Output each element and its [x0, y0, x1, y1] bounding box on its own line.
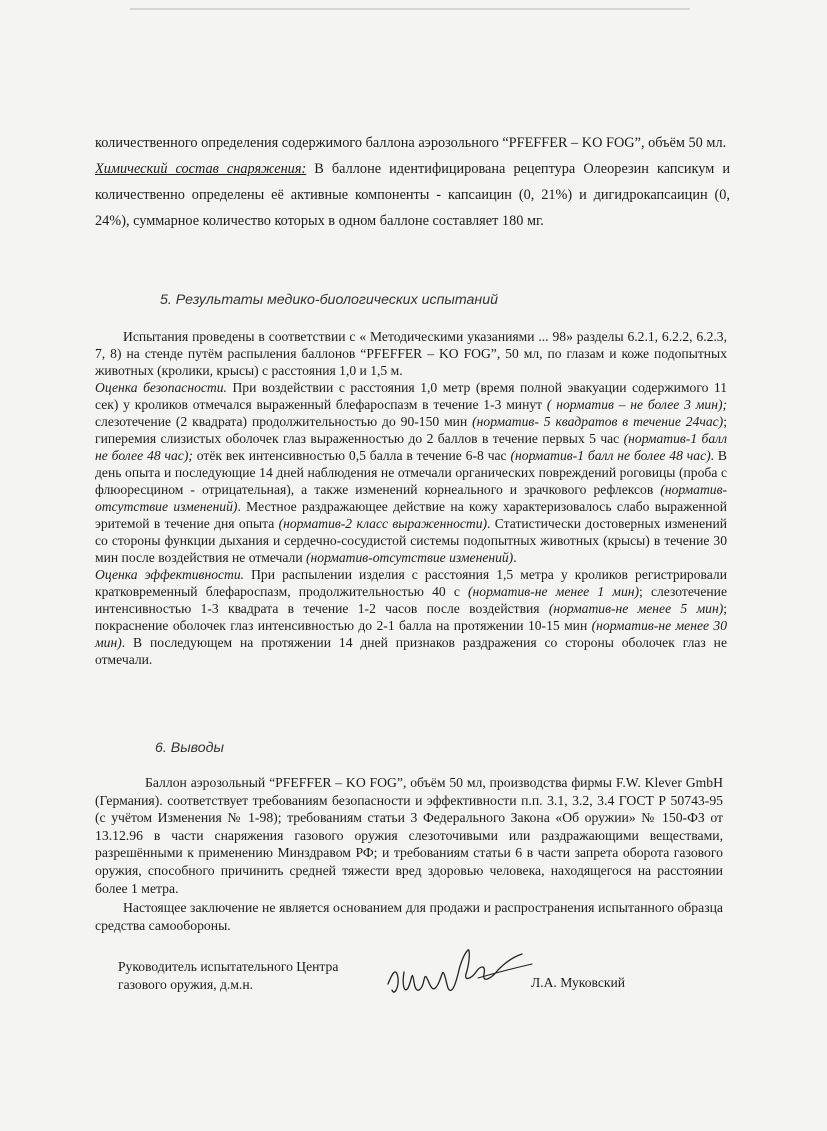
section-5-heading: 5. Результаты медико-биологических испытаний: [160, 292, 498, 308]
text-run: отёк век интенсивностью 0,5 балла в течение 6-8 час: [192, 448, 511, 463]
italic-text-run: (норматив-отсутствие изменений): [306, 550, 514, 565]
text-run: . В последующем на протяжении 14 дней признаков раздражения со стороны оболочек глаз не отмечали.: [95, 635, 727, 667]
text-run: слезотечение (2 квадрата) продолжительностью до 90-150 мин: [95, 414, 473, 429]
handwritten-signature: [382, 944, 552, 1014]
text-run: При воздействии с расстояния 1,0 метр (время полной эвакуации содержимого 11 сек) у кроликов отмечался выраженный блефароспазм в течение 1-3 минут: [95, 380, 727, 412]
intro-block: [95, 130, 730, 234]
text-run: . Статистически достоверных изменений со стороны функции дыхания и сердечно-сосудистой системы подопытных животных (крысы) в течение 30 мин после воздействия не отмечали: [95, 516, 727, 565]
italic-text-run: (норматив-не менее 1 мин): [468, 584, 640, 599]
italic-text-run: (норматив-1 балл не более 48 час);: [95, 431, 728, 463]
text-run: ; покраснение оболочек глаз интенсивностью до 2-1 балла на протяжении 10-15 мин: [95, 601, 727, 633]
efficiency-assessment-paragraph: [95, 566, 727, 668]
text-run: При распылении изделия с расстояния 1,5 метра у кроликов регистрировали кратковременный блефароспазм, продолжительностью 40 с: [95, 567, 727, 599]
signatory-title: [118, 958, 338, 993]
section-5-intro-paragraph: Испытания проведены в соответствии с « Методическими указаниями ... 98» разделы 6.2.1, 6.2.2, 6.2.3, 7, 8) на стенде путём распыления баллонов “PFEFFER – KO FOG”, 50 мл, по глазам и коже подопытных животных (кролики, крысы) с расстояния 1,0 и 1,5 м.: [95, 329, 727, 378]
italic-text-run: (норматив-2 класс выраженности): [278, 516, 488, 531]
intro-line: количественного определения содержимого баллона аэрозольного “PFEFFER – KO FOG”, объём 50 мл.: [95, 135, 727, 151]
signatory-title-line1: Руководитель испытательного Центра: [118, 959, 339, 974]
italic-text-run: (норматив-отсутствие изменений): [95, 482, 727, 514]
scan-artifact-line: [130, 8, 690, 10]
italic-text-run: (норматив-не менее 5 мин): [548, 601, 724, 616]
signatory-name: Л.А. Муковский: [531, 975, 626, 990]
italic-text-run: Оценка безопасности.: [95, 380, 227, 395]
chemical-composition-text: В баллоне идентифицирована рецептура Олеорезин капсикум и количественно определены её активные компоненты - капсаицин (0, 21%) и дигидрокапсаицин (0, 24%), суммарное количество которых в одном баллоне составляет 180 мг.: [95, 161, 730, 229]
text-run: . Местное раздражающее действие на кожу характеризовалось слабо выраженной эритемой в течение дня опыта: [95, 499, 728, 531]
italic-text-run: (норматив-1 балл не более 48 час): [510, 448, 711, 463]
text-run: .: [513, 550, 517, 565]
section-6-body: [95, 774, 723, 934]
italic-text-run: (норматив-не менее 30 мин): [95, 618, 728, 650]
italic-text-run: (норматив- 5 квадратов в течение 24час): [472, 414, 724, 429]
signatory-title-line2: газового оружия, д.м.н.: [118, 976, 253, 992]
text-run: . В день опыта и последующие 14 дней наблюдения не отмечали органических повреждений роговицы (проба с флюоресцином - отрицательная), а также изменений корнеального и зрачкового рефлексов: [95, 448, 728, 497]
chemical-composition-label: Химический состав снаряжения:: [95, 161, 307, 177]
chemical-composition-paragraph: [95, 156, 730, 234]
text-run: ; слезотечение интенсивностью 1-3 квадрата в течение 1-2 часов после воздействия: [95, 584, 727, 616]
disclaimer-paragraph: Настоящее заключение не является основанием для продажи и распространения испытанного образца средства самообороны.: [95, 900, 723, 933]
text-run: ; гиперемия слизистых оболочек глаз выраженностью до 2 баллов в течение первых 5 час: [95, 414, 727, 446]
safety-assessment-paragraph: [95, 379, 727, 566]
conclusion-paragraph: Баллон аэрозольный “PFEFFER – KO FOG”, объём 50 мл, производства фирмы F.W. Klever GmbH (Германия). соответствует требованиям безопасности и эффективности п.п. 3.1, 3.2, 3.4 ГОСТ Р 50743-95 (с учётом Изменения № 1-98); требованиям статьи 3 Федерального Закона «Об оружии» № 150-ФЗ от 13.12.96 в части снаряжения газового оружия слезоточивыми или раздражающими веществами, разрешёнными к применению Минздравом РФ; и требованиям статьи 6 в части запрета оборота газового оружия, способного причинить средней тяжести вред здоровью человека, находящегося на расстоянии более 1 метра.: [95, 775, 724, 896]
italic-text-run: ( норматив – не более 3 мин);: [546, 397, 728, 412]
section-6-heading: 6. Выводы: [155, 740, 224, 756]
section-5-body: [95, 328, 727, 668]
italic-text-run: Оценка эффективности.: [95, 567, 245, 582]
